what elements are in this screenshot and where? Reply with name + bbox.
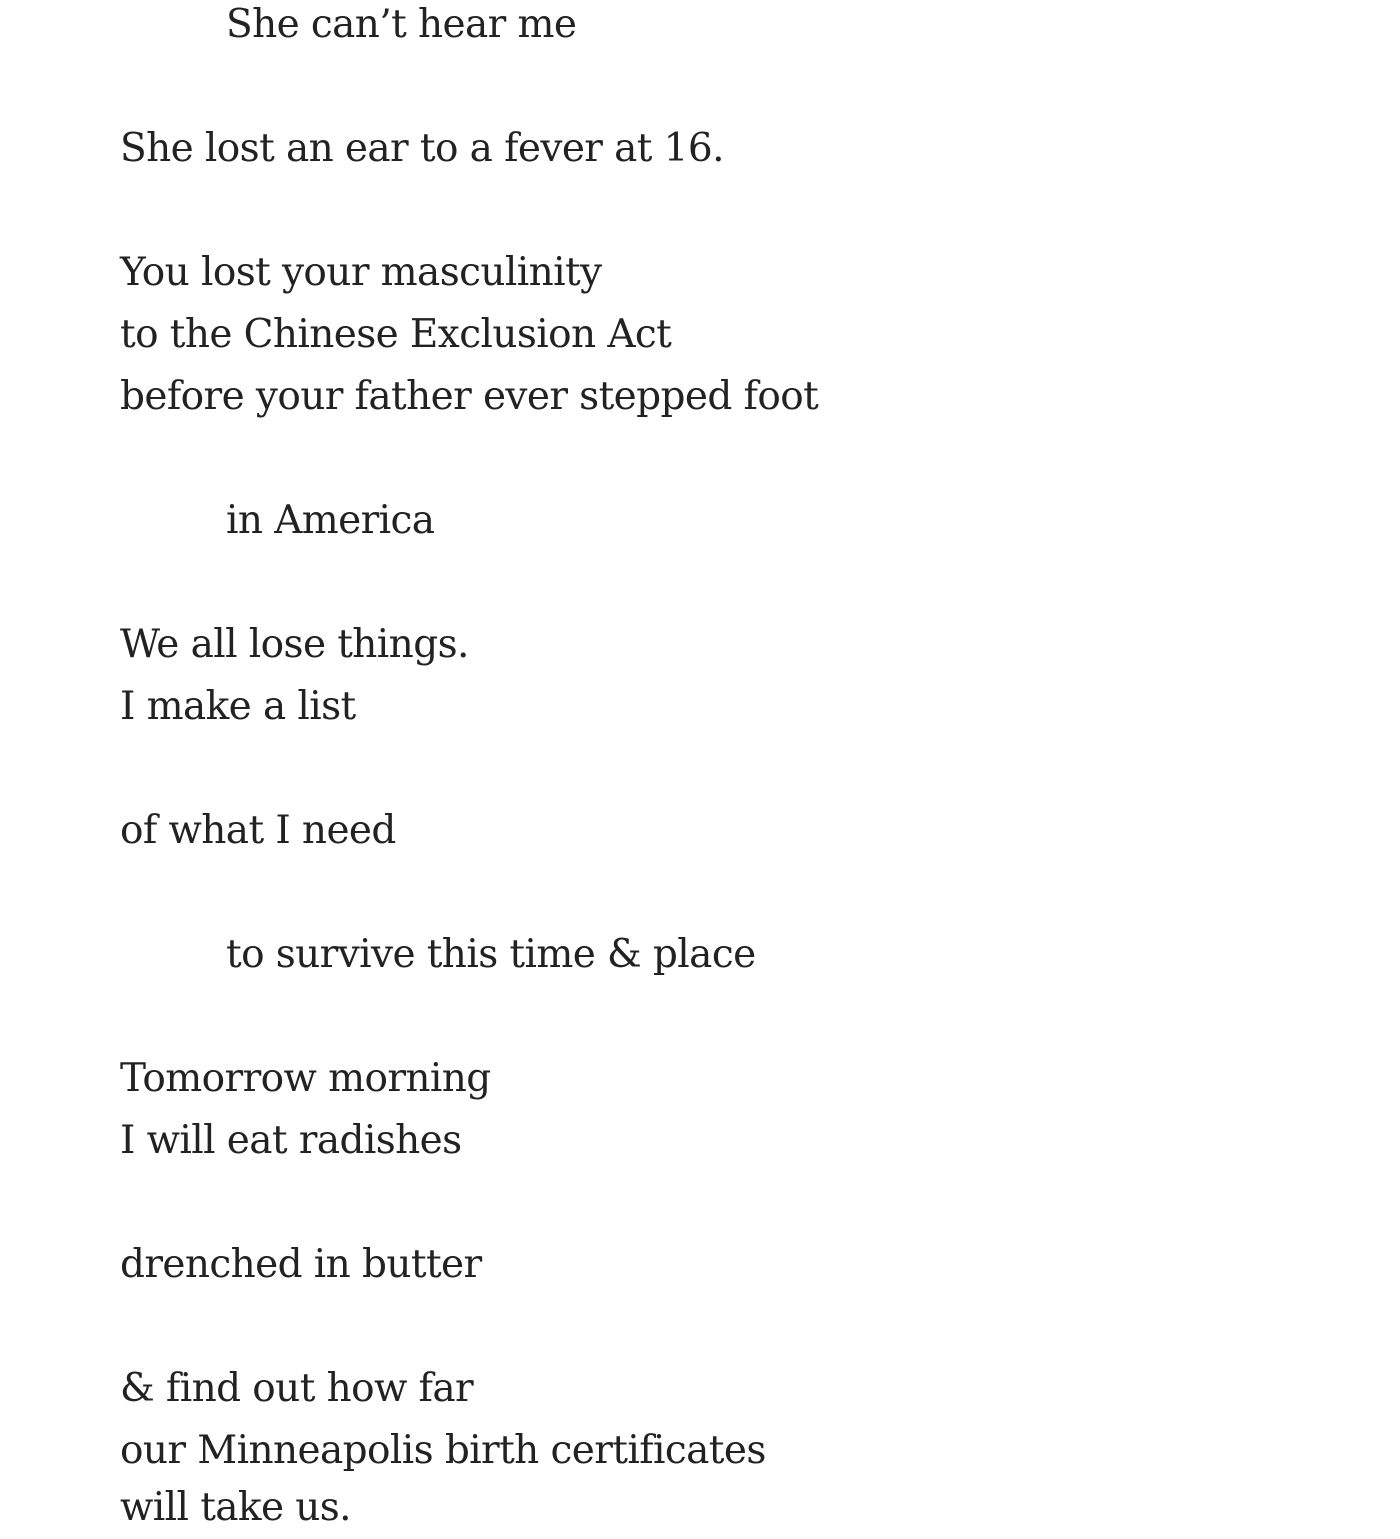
poem-line: I will eat radishes	[120, 1118, 462, 1163]
poem-line: of what I need	[120, 808, 396, 853]
poem-line: I make a list	[120, 684, 356, 729]
poem-line: before your father ever stepped foot	[120, 374, 819, 419]
poem-line: in America	[226, 498, 435, 543]
poem-line: You lost your masculinity	[120, 250, 602, 295]
poem-line: drenched in butter	[120, 1242, 482, 1287]
poem-line: will take us.	[120, 1485, 351, 1530]
poem-line: to survive this time & place	[226, 932, 756, 977]
poem-line: Tomorrow morning	[120, 1056, 491, 1101]
poem-line: She can’t hear me	[226, 2, 577, 47]
poem-line: We all lose things.	[120, 622, 469, 667]
poem-line: to the Chinese Exclusion Act	[120, 312, 672, 357]
poem-line: our Minneapolis birth certificates	[120, 1428, 766, 1473]
poem-line: & find out how far	[120, 1366, 474, 1411]
poem-line: She lost an ear to a fever at 16.	[120, 126, 724, 171]
